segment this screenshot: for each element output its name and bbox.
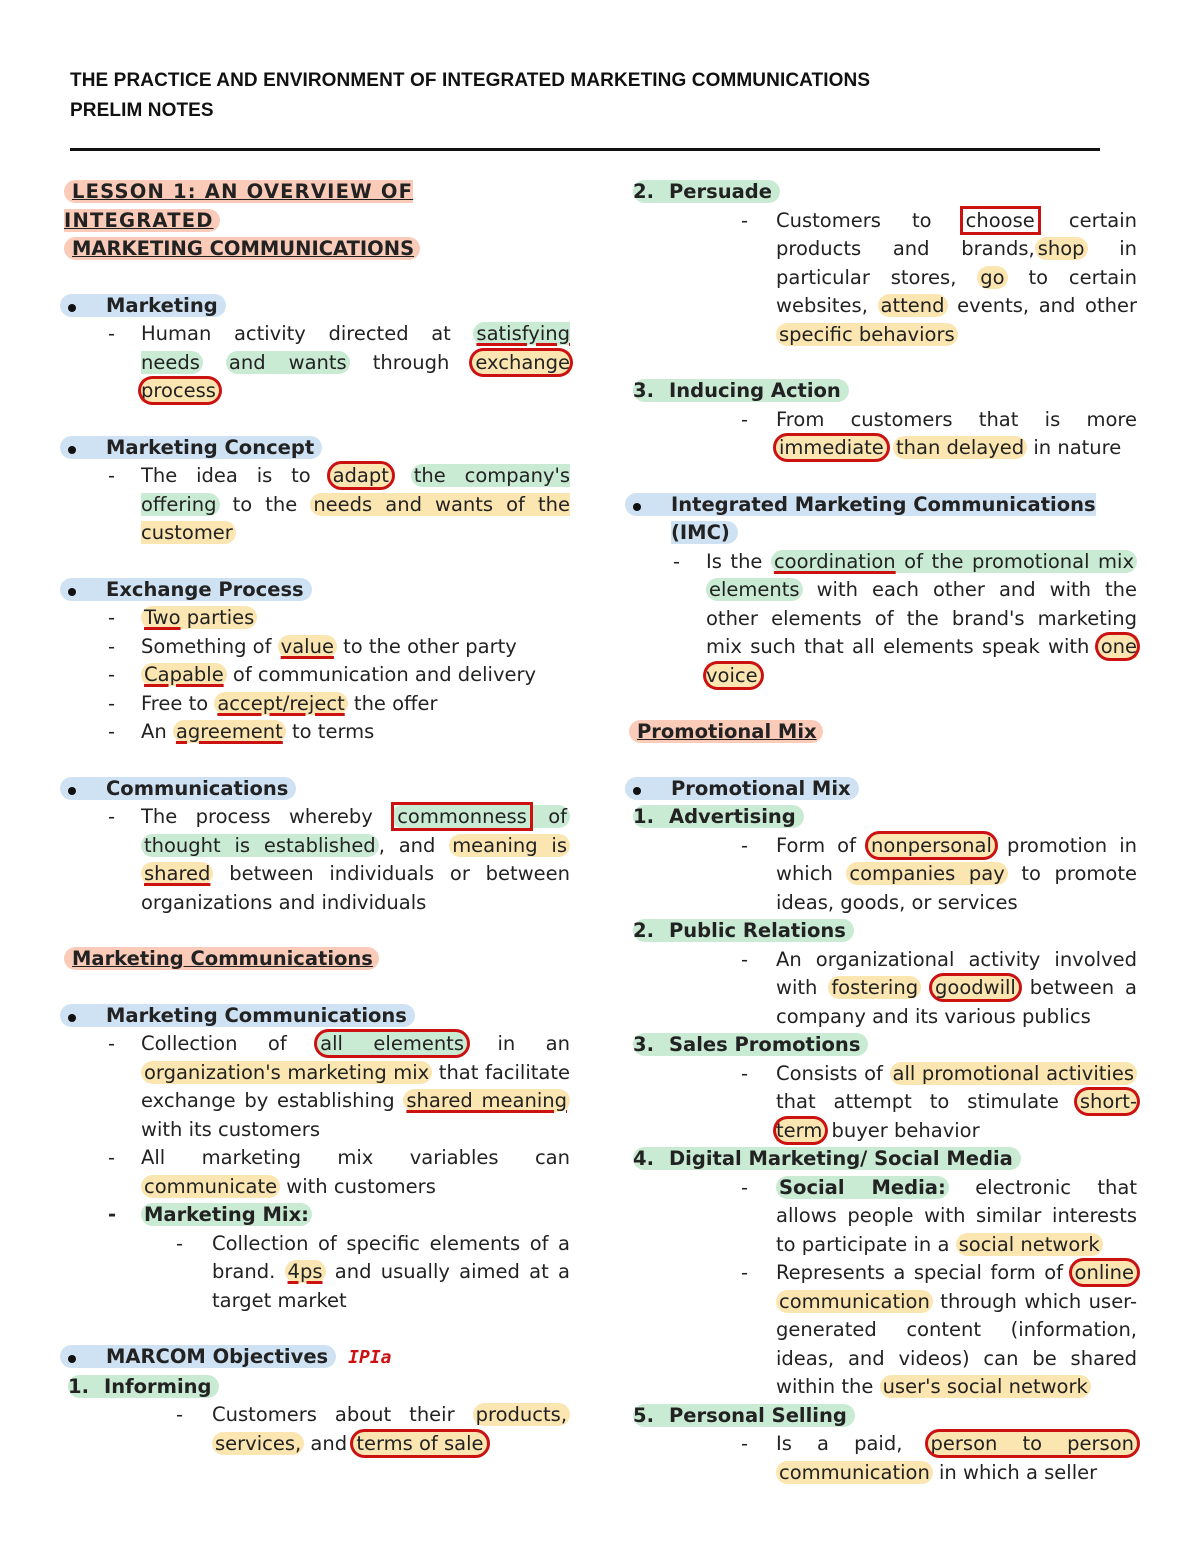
term-imc: Integrated Marketing Communications (IMC): [625, 493, 1096, 545]
dash-marker: -: [176, 1231, 184, 1255]
list-number: 3.: [633, 379, 654, 402]
definition-informing: - Customers about their products, services, and terms of sale: [60, 1401, 570, 1458]
dash-marker: -: [741, 208, 749, 232]
objective-informing: 1. Informing: [60, 1373, 570, 1402]
promo-digital-marketing: 4. Digital Marketing/ Social Media: [625, 1145, 1137, 1174]
term-exchange-process: Exchange Process: [60, 578, 312, 601]
promo-public-relations: 2. Public Relations: [625, 917, 1137, 946]
definition-social-media: - Social Media: electronic that allows people with similar interests to participate in a social network: [741, 1175, 1137, 1256]
term-communications: Communications: [60, 777, 296, 800]
lesson-title-line-2: MARKETING COMMUNICATIONS: [64, 237, 420, 260]
definition-personal-selling: - Is a paid, person to person communication in which a seller: [625, 1430, 1137, 1487]
term-marketing-concept: Marketing Concept: [60, 436, 322, 459]
exchange-item: - An agreement to terms: [60, 718, 570, 747]
exchange-item: - Something of value to the other party: [60, 633, 570, 662]
definition-marketing-mix: - Collection of specific elements of a brand. 4ps and usually aimed at a target market: [176, 1231, 570, 1312]
dash-marker: -: [108, 663, 116, 686]
definition-marketing-communications: - Collection of all elements in an organization's marketing mix that facilitate exchange by establishing shared meaning with its customers: [108, 1032, 570, 1141]
dash-marker: -: [108, 1146, 116, 1169]
definition-advertising: - Form of nonpersonal promotion in which companies pay to promote ideas, goods, or services: [741, 833, 1138, 914]
dash-marker: -: [108, 606, 116, 629]
bullet-icon: [68, 446, 76, 454]
section-heading-promotional-mix: Promotional Mix: [625, 718, 1137, 747]
exchange-item: - Two parties: [60, 604, 570, 633]
dash-marker: -: [108, 691, 116, 715]
lesson-heading: [60, 178, 570, 264]
bullet-icon: [633, 787, 641, 795]
dash-marker: -: [673, 549, 681, 573]
list-number: 3.: [633, 1033, 654, 1056]
definition-sales-promotions: - Consists of all promotional activities that attempt to stimulate short-term buyer behavior: [741, 1061, 1137, 1142]
definition-public-relations: - An organizational activity involved with fostering goodwill between a company and its various publics: [741, 947, 1137, 1028]
list-number: 2.: [633, 919, 654, 942]
dash-marker: -: [741, 1432, 749, 1455]
bullet-exchange-process: [60, 576, 570, 605]
promo-sales-promotions: 3. Sales Promotions: [625, 1031, 1137, 1060]
dash-marker: -: [741, 407, 749, 431]
right-column: [625, 178, 1137, 1487]
term-marketing: Marketing: [60, 294, 226, 317]
dash-marker: -: [108, 720, 116, 743]
objective-persuade: 2. Persuade: [625, 178, 1137, 207]
list-number: 2.: [633, 180, 654, 203]
bullet-icon: [68, 1355, 76, 1363]
objective-inducing-action: 3. Inducing Action: [625, 377, 1137, 406]
definition-marketing-concept: - The idea is to adapt the company's offering to the needs and wants of the customer: [108, 464, 571, 544]
exchange-item: - Capable of communication and delivery: [60, 661, 570, 690]
dash-marker: -: [741, 947, 749, 971]
handwritten-note: IPIa: [348, 1347, 392, 1368]
bullet-marcom-objectives: [60, 1343, 570, 1373]
dash-marker: -: [741, 1175, 749, 1199]
dash-marker: -: [108, 634, 116, 658]
bullet-icon: [68, 1014, 76, 1022]
definition-inducing-action: - From customers that is more immediate than delayed in nature: [741, 407, 1137, 459]
dash-marker: -: [741, 833, 749, 857]
bullet-icon: [68, 588, 76, 596]
bullet-marketing-communications: [60, 1002, 570, 1031]
bullet-imc: [625, 491, 1137, 548]
dash-marker: -: [741, 1061, 749, 1085]
dash-marker: -: [741, 1261, 749, 1284]
definition-marketing: - Human activity directed at satisfying needs and wants through exchange process: [108, 322, 571, 402]
promo-personal-selling: 5. Personal Selling: [625, 1402, 1137, 1431]
term-promotional-mix: Promotional Mix: [625, 777, 859, 800]
bullet-icon: [68, 304, 76, 312]
document-subtitle: PRELIM NOTES: [70, 100, 214, 121]
bullet-communications: [60, 775, 570, 804]
header-divider: [70, 148, 1100, 151]
bullet-promotional-mix: [625, 775, 1137, 804]
definition-persuade: - Customers to choose certain products and brands, shop in particular stores, go to certain websites, attend events, and other specific behaviors: [741, 208, 1137, 346]
list-number: 1.: [68, 1374, 89, 1398]
dash-marker: -: [176, 1403, 184, 1426]
bullet-icon: [68, 787, 76, 795]
definition-communications: - The process whereby commonness of thought is established , and meaning is shared between individuals or between organizations and individuals: [108, 805, 570, 914]
definition-online-communication: - Represents a special form of online communication through which user-generated content (information, ideas, and videos) can be shared within the user's social network: [741, 1261, 1137, 1398]
marcom-item: - All marketing mix variables can communicate with customers: [108, 1146, 570, 1198]
bullet-marketing-concept: [60, 434, 570, 463]
list-number: 5.: [633, 1403, 654, 1427]
document-title: THE PRACTICE AND ENVIRONMENT OF INTEGRATED MARKETING COMMUNICATIONS: [70, 70, 871, 91]
marketing-mix-item: - Marketing Mix:: [60, 1201, 570, 1230]
lesson-title-line-1: LESSON 1: AN OVERVIEW OF INTEGRATED: [64, 180, 414, 232]
bullet-marketing: [60, 292, 570, 321]
dash-marker: -: [108, 464, 116, 487]
list-number: 4.: [633, 1147, 654, 1170]
dash-marker: -: [108, 322, 116, 345]
exchange-item: - Free to accept/reject the offer: [60, 690, 570, 719]
list-number: 1.: [633, 805, 654, 828]
left-column: [60, 178, 570, 1458]
bullet-icon: [633, 503, 641, 511]
promo-advertising: 1. Advertising: [625, 803, 1137, 832]
dash-marker: -: [108, 805, 116, 828]
term-marcom-objectives: MARCOM Objectives: [60, 1345, 336, 1368]
dash-marker: -: [108, 1203, 117, 1226]
term-marketing-communications: Marketing Communications: [60, 1004, 415, 1027]
section-heading-marketing-communications: Marketing Communications: [60, 945, 570, 974]
definition-imc: - Is the coordination of the promotional mix elements with each other and with the other elements of the brand's marketing mix such that all elements speak with one voice: [673, 549, 1138, 687]
dash-marker: -: [108, 1032, 116, 1055]
